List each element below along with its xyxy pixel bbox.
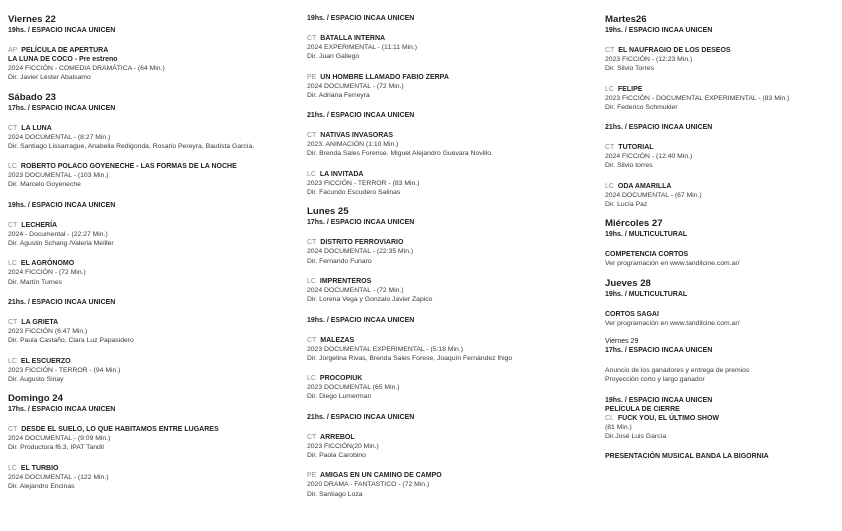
film-title: CT DISTRITO FERROVIARIO xyxy=(307,239,404,247)
film-director: Dir. Paula Castaño, Clara Luz Papasidero xyxy=(8,337,134,345)
film-entry xyxy=(605,46,837,74)
film-info: 2024 DOCUMENTAL - (67 Min.) xyxy=(605,191,702,199)
film-entry xyxy=(307,131,597,159)
film-info: 2023 FICCIÓN (6:47 Min.) xyxy=(8,327,88,335)
film-info: 2024 - Documental - (22:27 Min.) xyxy=(8,230,108,238)
film-info: 2024 DOCUMENTAL - (22:35 Min.) xyxy=(307,248,414,256)
film-director: Dir. Adriana Ferreyra xyxy=(307,91,370,99)
film-info: 2024 DOCUMENTAL - (72 Min.) xyxy=(307,82,404,90)
film-director: Dir. Juan Gallego xyxy=(307,53,360,61)
event-entry xyxy=(605,366,837,385)
film-entry xyxy=(307,336,597,364)
session-header: 19hs. / ESPACIO INCAA UNICEN xyxy=(605,27,713,34)
film-title: PE AMIGAS EN UN CAMINO DE CAMPO xyxy=(307,472,442,480)
session-header: 19hs. / ESPACIO INCAA UNICEN xyxy=(605,396,713,404)
session-header: 19hs. / ESPACIO INCAA UNICEN xyxy=(307,316,415,324)
session-header: 21hs. / ESPACIO INCAA UNICEN xyxy=(307,112,415,120)
film-director: Dir. Brenda Sales Forense. Miguel Alejandro Guevara Novillo. xyxy=(307,150,493,158)
film-title: CT LECHERÍA xyxy=(8,221,58,229)
column-1 xyxy=(8,14,298,491)
film-director: Dir. Lorena Vega y Gonzalo Javier Zapico xyxy=(307,296,433,304)
film-entry xyxy=(8,357,298,385)
film-title: LC EL AGRÓNOMO xyxy=(8,260,75,268)
film-entry xyxy=(8,221,298,249)
film-info: 2023. ANIMACIÓN (1:10 Min.) xyxy=(307,141,399,149)
film-director: Dir. Facundo Escudero Salinas xyxy=(307,189,401,197)
film-info: 2024 EXPERIMENTAL - (11:11 Min.) xyxy=(307,44,418,51)
film-director: Dir. Martín Turnes xyxy=(8,278,63,286)
film-director: Dir. Agustin Schang /Valeria Meiller xyxy=(8,240,114,248)
day-heading: Lunes 25 xyxy=(307,206,349,218)
day-heading: Viernes 22 xyxy=(8,14,56,25)
session-header: 19hs. / ESPACIO INCAA UNICEN xyxy=(307,15,415,22)
event-entry xyxy=(605,250,837,268)
category-code: LC xyxy=(605,85,614,93)
film-title: CT ARREBOL xyxy=(307,433,355,441)
category-code: LC xyxy=(8,357,17,365)
film-entry xyxy=(307,34,597,62)
film-title: PE UN HOMBRE LLAMADO FABIO ZERPA xyxy=(307,73,449,81)
film-info: 2024 DOCUMENTAL - (9:09 Min.) xyxy=(8,435,111,443)
film-title: CT TUTORIAL xyxy=(605,144,654,152)
film-info: 2023 DOCUMENTAL - (103 Min.) xyxy=(8,172,109,180)
film-title: LC EL ESCUERZO xyxy=(8,357,71,365)
event-note: Anuncio de los ganadores y entrega de premios xyxy=(605,366,750,374)
film-title: CT LA LUNA xyxy=(8,124,52,132)
film-director: Dir. Marcelo Goyeneche xyxy=(8,181,81,189)
category-code: CT xyxy=(307,239,317,247)
session-subheader: PELÍCULA DE CIERRE xyxy=(605,405,680,413)
category-code: CT xyxy=(307,35,317,42)
day-heading: Domingo 24 xyxy=(8,393,63,405)
film-director: Dir.José Luis García xyxy=(605,432,667,440)
film-director: Dir. Jorgelina Rivas, Brenda Sales Forese, Joaquín Fernández Ihigo xyxy=(307,354,513,362)
category-code: CT xyxy=(8,318,18,326)
film-entry xyxy=(307,73,597,101)
film-info: 2024 FICCIÓN - (12:40 Min.) xyxy=(605,153,693,161)
category-code: PE xyxy=(307,73,317,81)
film-entry xyxy=(307,433,597,461)
film-director: Dir. Diego Lumerman xyxy=(307,393,372,401)
film-director: Dir. Augusto Sinay xyxy=(8,375,64,383)
film-info: 2023 FICCIÓN - TERROR - (94 Min.) xyxy=(8,366,121,374)
film-entry xyxy=(307,277,597,305)
category-code: CT xyxy=(307,336,317,344)
film-title: LC FELIPE xyxy=(605,85,643,93)
film-director: Dir. Productora f6.3, IPAT Tandil xyxy=(8,444,104,452)
event-info: Ver programación en www.tandilcine.com.ar/ xyxy=(605,260,740,268)
session-header: 17hs. / ESPACIO INCAA UNICEN xyxy=(8,406,116,414)
session-header: 19hs. / ESPACIO INCAA UNICEN xyxy=(8,27,116,34)
session-header: 19hs. / MULTICULTURAL xyxy=(605,231,688,239)
film-director: Dir. Silvio torres xyxy=(605,162,653,170)
day-heading: Miércoles 27 xyxy=(605,218,663,230)
category-code: PE xyxy=(307,472,317,480)
film-director: Dir. Santiago Loza xyxy=(307,490,363,498)
film-director: Dir. Santiago Lissarrague, Anabella Redigonda, Rosario Pereyra, Bautista García. xyxy=(8,142,255,150)
film-director: Dir. Lucía Paz xyxy=(605,201,648,209)
film-info: 2023 FICCIÓN - TERROR - (83 Min.) xyxy=(307,179,420,187)
session-header: 21hs. / ESPACIO INCAA UNICEN xyxy=(8,298,116,306)
column-2 xyxy=(307,14,597,499)
film-title: CL FUCK YOU, EL ÚLTIMO SHOW xyxy=(605,414,720,422)
film-director: Dir. Alejandro Encinas xyxy=(8,483,75,491)
film-director: Dir. Javier Léster Abalsamo xyxy=(8,74,91,82)
film-info: (81 Min.) xyxy=(605,423,632,431)
event-note: Proyección corto y largo ganador xyxy=(605,376,705,384)
film-info: 2023 FICCIÓN - DOCUMENTAL EXPERIMENTAL - (83 Min.) xyxy=(605,94,790,102)
event-info: Ver programación en www.tandilcine.com.ar/ xyxy=(605,319,740,327)
category-code: CT xyxy=(605,144,615,152)
film-entry xyxy=(307,238,597,266)
category-code: AP xyxy=(8,47,18,54)
category-code: CT xyxy=(307,433,317,441)
day-heading-small: Viernes 29 xyxy=(605,337,639,345)
film-entry xyxy=(8,318,298,346)
film-info: 2024 DOCUMENTAL - (72 Min.) xyxy=(307,286,404,294)
film-info: 2023 DOCUMENTAL EXPERIMENTAL - (5:18 Min.) xyxy=(307,345,463,353)
film-info: 2023 FICCIÓN(20 Min.) xyxy=(307,442,379,450)
film-info: 2024 FICCIÓN - COMEDIA DRAMÁTICA - (64 Min.) xyxy=(8,65,165,72)
column-3 xyxy=(605,14,837,461)
film-info: 2023 DOCUMENTAL (65 Min.) xyxy=(307,384,400,392)
film-director: Dir. Silvio Torres xyxy=(605,65,654,73)
film-title: LC ODA AMARILLA xyxy=(605,182,672,190)
session-header: 17hs. / ESPACIO INCAA UNICEN xyxy=(307,219,415,227)
category-code: LC xyxy=(307,277,316,285)
film-title: CT MALEZAS xyxy=(307,336,355,344)
category-code: CT xyxy=(8,221,18,229)
film-entry xyxy=(605,143,837,171)
category-code: LC xyxy=(8,260,17,268)
film-director: Dir. Paola Carobino xyxy=(307,452,366,460)
film-entry xyxy=(8,46,298,83)
film-info: 2024 FICCIÓN - (72 Min.) xyxy=(8,269,86,277)
film-entry xyxy=(8,124,298,152)
film-director: Dir. Fernando Funaro xyxy=(307,257,372,265)
film-title: LC EL TURBIO xyxy=(8,464,59,472)
film-info: 2020 DRAMA - FANTASTICO - (72 Min.) xyxy=(307,481,430,489)
category-code: LC xyxy=(8,163,17,171)
film-entry xyxy=(605,85,837,113)
day-heading: Jueves 28 xyxy=(605,277,651,289)
film-subtitle: LA LUNA DE COCO - Pre estreno xyxy=(8,56,118,63)
film-title: AP PELÍCULA DE APERTURA xyxy=(8,47,109,54)
category-code: LC xyxy=(307,375,316,383)
session-header: 17hs. / ESPACIO INCAA UNICEN xyxy=(605,346,713,354)
film-entry xyxy=(307,374,597,402)
film-director: Dir. Federico Schmukler xyxy=(605,103,678,111)
category-code: LC xyxy=(605,182,614,190)
film-title: LC LA INVITADA xyxy=(307,170,364,178)
event-title: COMPETENCIA CORTOS xyxy=(605,251,689,259)
category-code: CT xyxy=(605,47,615,54)
event-title: CORTOS SAGAI xyxy=(605,310,659,318)
film-title: LC PROCOPIUK xyxy=(307,375,363,383)
film-title: CT DESDE EL SUELO, LO QUE HABITAMOS ENTRE LUGARES xyxy=(8,426,219,434)
day-heading: Sábado 23 xyxy=(8,91,56,103)
film-info: 2024 DOCUMENTAL - (8:27 Min.) xyxy=(8,133,111,141)
film-title: CT NATIVAS INVASORAS xyxy=(307,132,394,140)
category-code: LC xyxy=(307,170,316,178)
session-header: 19hs. / MULTICULTURAL xyxy=(605,290,688,298)
film-entry xyxy=(307,170,597,198)
film-title: LC IMPRENTEROS xyxy=(307,277,372,285)
film-title: LC ROBERTO POLACO GOYENECHE - LAS FORMAS DE LA NOCHE xyxy=(8,163,237,171)
category-code: LC xyxy=(8,464,17,472)
session-header: 17hs. / ESPACIO INCAA UNICEN xyxy=(8,104,116,112)
film-info: 2023 FICCIÓN - (12:23 Min.) xyxy=(605,56,693,63)
film-entry xyxy=(605,182,837,210)
film-entry xyxy=(605,414,837,442)
category-code: CL xyxy=(605,414,614,422)
film-entry xyxy=(8,162,298,190)
film-entry xyxy=(8,259,298,287)
category-code: CT xyxy=(8,124,18,132)
film-info: 2024 DOCUMENTAL - (122 Min.) xyxy=(8,473,109,481)
film-title: CT EL NAUFRAGIO DE LOS DESEOS xyxy=(605,47,731,54)
session-header: 21hs. / ESPACIO INCAA UNICEN xyxy=(605,124,713,132)
day-heading: Martes26 xyxy=(605,14,647,25)
film-title: CT LA GRIETA xyxy=(8,318,59,326)
category-code: CT xyxy=(307,132,317,140)
film-entry xyxy=(8,464,298,492)
film-entry xyxy=(8,425,298,453)
session-header: 19hs. / ESPACIO INCAA UNICEN xyxy=(8,201,116,209)
event-title: PRESENTACIÓN MUSICAL BANDA LA BIGORNIA xyxy=(605,453,769,461)
film-entry xyxy=(307,471,597,499)
event-entry xyxy=(605,310,837,328)
film-title: CT BATALLA INTERNA xyxy=(307,35,386,42)
category-code: CT xyxy=(8,426,18,434)
session-header: 21hs. / ESPACIO INCAA UNICEN xyxy=(307,413,415,421)
